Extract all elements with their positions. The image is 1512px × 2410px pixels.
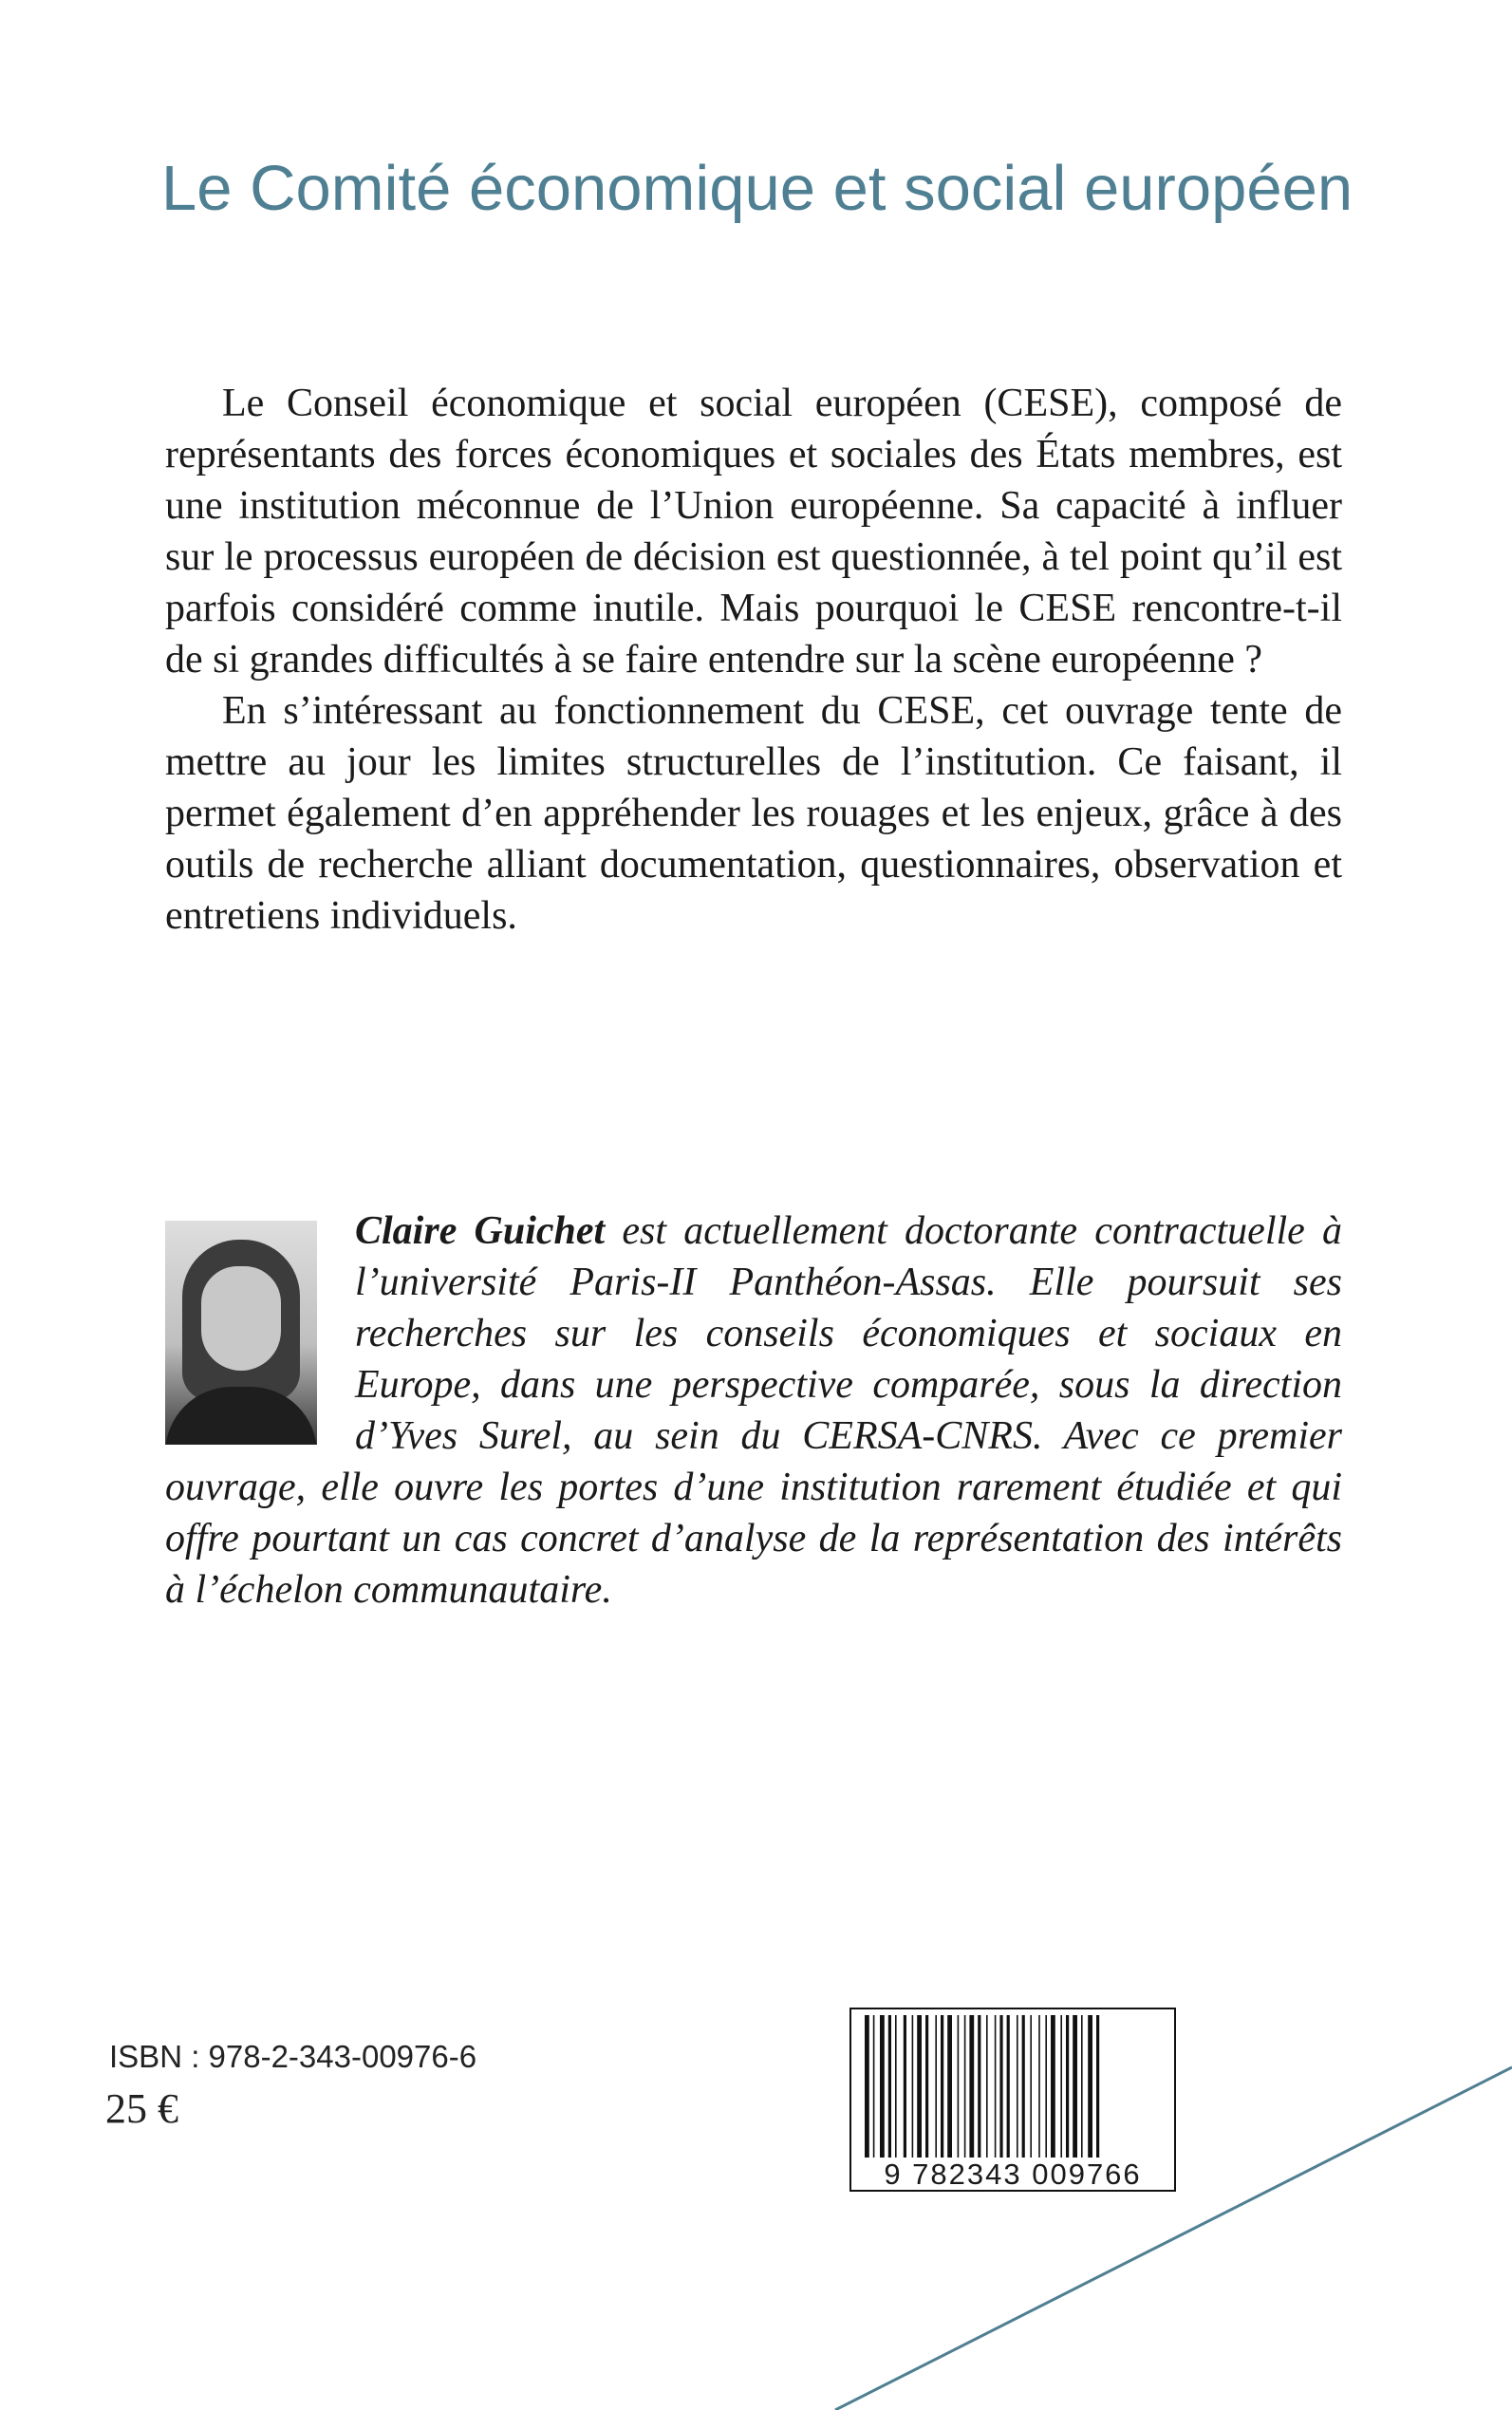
barcode-digits: 9 782343 009766: [884, 2158, 1142, 2191]
diagonal-line: [835, 2067, 1512, 2410]
summary-paragraph: Le Conseil économique et social européen (CESE), composé de représentants des forces économiques et sociales des États membres, est une institution méconnue de l’Union européenne. Sa capacité à influer sur le processus européen de décision est questionnée, à tel point qu’il est parfois considéré comme inutile. Mais pourquoi le CESE rencontre-t-il de si grandes difficultés à se faire entendre sur la scène européenne ?: [165, 382, 1342, 682]
author-bio-text: est actuellement doctorante contractuelle à l’université Paris-II Panthéon-Assas. Elle poursuit ses recherches sur les conseils économiques et sociaux en Europe, dans une perspective comparée, sous la direction d’Yves Surel, au sein du CERSA-CNRS. Avec ce premier ouvrage, elle ouvre les portes d’une institution rarement étudiée et qui offre pourtant un cas concret d’analyse de la représentation des intérêts à l’échelon communautaire.: [165, 1209, 1343, 1612]
price: 25 €: [105, 2085, 178, 2132]
author-name: Claire Guichet: [355, 1209, 606, 1253]
book-title: Le Comité économique et social européen: [161, 153, 1353, 224]
isbn: ISBN : 978-2-343-00976-6: [109, 2039, 477, 2074]
summary-paragraph: En s’intéressant au fonctionnement du CESE, cet ouvrage tente de mettre au jour les limites structurelles de l’institution. Ce faisant, il permet également d’en appréhender les rouages et les enjeux, grâce à des outils de recherche alliant documentation, questionnaires, observation et entretiens individuels.: [165, 689, 1342, 938]
